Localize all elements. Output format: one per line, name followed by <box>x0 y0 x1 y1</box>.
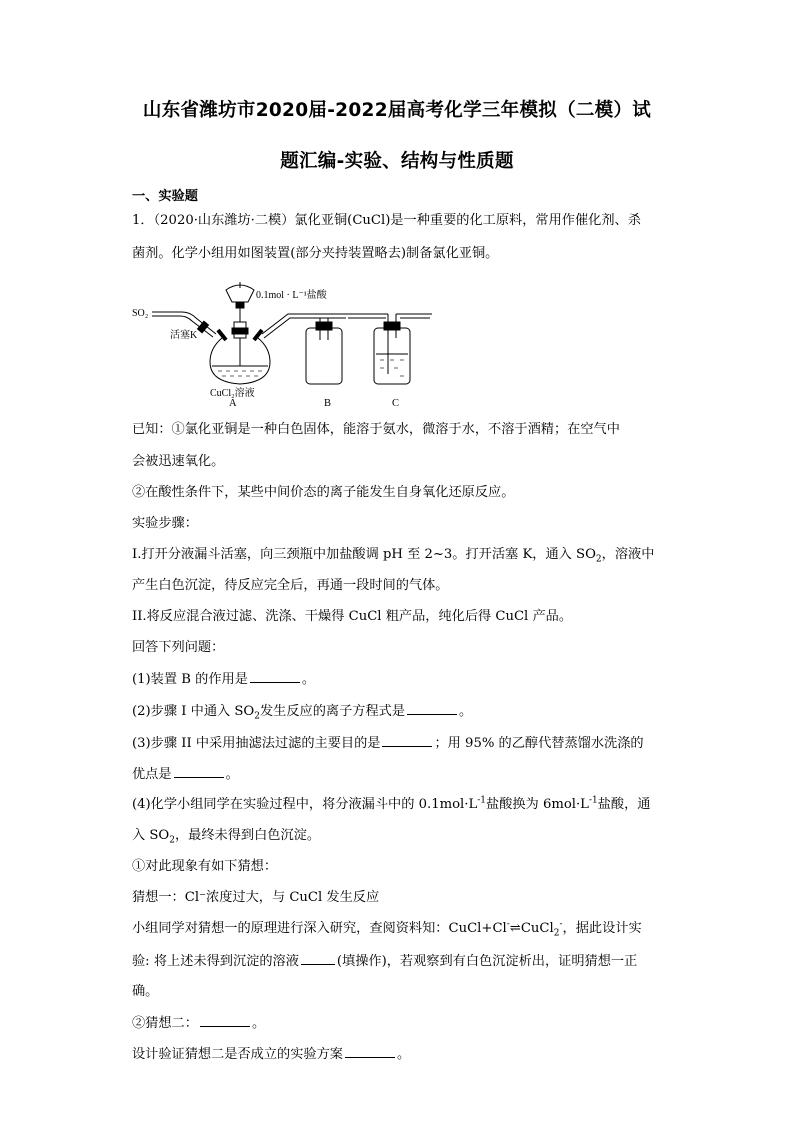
answer-blank[interactable] <box>345 1045 395 1058</box>
fig-label-c: C <box>392 398 400 409</box>
guess-1-study-a: 小组同学对猜想一的原理进行深入研究，查阅资料知：CuCl+Cl-⇌CuCl$_2$-，据此设计实 <box>132 919 642 939</box>
question-4a: (4)化学小组同学在实验过程中，将分液漏斗中的 $0.1mol\cdot L^{-1}$盐酸换为 $6mol\cdot L^{-1}$盐酸，通 <box>132 795 651 812</box>
known-1a: 已知：①氯化亚铜是一种白色固体，能溶于氨水，微溶于水，不溶于酒精；在空气中 <box>132 422 620 437</box>
section-heading: 一、实验题 <box>132 189 198 204</box>
step-1a: I.打开分液漏斗活塞，向三颈瓶中加盐酸调 pH 至 2~3。打开活塞 K，通入 $SO_2$，溶液中 <box>132 547 655 565</box>
doc-title-line1: 山东省潍坊市2020届-2022届高考化学三年模拟（二模）试 <box>142 100 652 121</box>
design-experiment: 设计验证猜想二是否成立的实验方案 。 <box>132 1047 411 1062</box>
fig-label-a: A <box>229 398 237 409</box>
label-valve-k: 活塞K <box>170 330 198 341</box>
question-3a: (3)步骤 II 中采用抽滤法过滤的主要目的是 ；用 95% 的乙醇代替蒸馏水洗涤的 <box>132 736 644 751</box>
known-1b: 会被迅速氧化。 <box>132 454 225 469</box>
guess-1: 猜想一：Cl⁻浓度过大，与 CuCl 发生反应 <box>132 890 380 905</box>
question-3b: 优点是 。 <box>132 767 239 782</box>
step-2: II.将反应混合液过滤、洗涤、干燥得 CuCl 粗产品，纯化后得 CuCl 产品。 <box>132 609 573 624</box>
label-hcl: 0.1mol · L⁻¹盐酸 <box>256 290 327 301</box>
valve-k <box>197 321 208 333</box>
fig-label-b: B <box>324 398 332 409</box>
guess-1-study-b: 验: 将上述未得到沉淀的溶液 (填操作)，若观察到有白色沉淀析出，证明猜想一正 <box>132 954 638 969</box>
answer-blank[interactable] <box>250 670 300 683</box>
guess-2: ②猜想二： 。 <box>132 1016 266 1031</box>
question-4c: ①对此现象有如下猜想： <box>132 859 278 874</box>
q1-intro-line1: 1．（2020·山东潍坊·二模）氯化亚铜(CuCl)是一种重要的化工原料，常用作催化剂、杀 <box>132 213 641 228</box>
bottle-c <box>374 328 410 384</box>
question-4b: 入 $SO_2$，最终未得到白色沉淀。 <box>132 828 321 846</box>
step-1b: 产生白色沉淀，待反应完全后，再通一段时间的气体。 <box>132 578 449 593</box>
label-so2: SO₂ <box>132 308 149 319</box>
label-cucl2-solution: CuCl₂溶液 <box>210 388 255 399</box>
answer-blank[interactable] <box>382 734 432 747</box>
question-2: (2)步骤 I 中通入 $SO_2$发生反应的离子方程式是 。 <box>132 704 473 722</box>
bottle-b <box>306 328 342 384</box>
answer-title: 回答下列问题： <box>132 640 225 655</box>
apparatus-figure <box>130 278 440 410</box>
question-1: (1)装置 B 的作用是 。 <box>132 672 316 687</box>
answer-blank[interactable] <box>200 1014 250 1027</box>
guess-1-study-c: 确。 <box>132 984 159 999</box>
answer-blank[interactable] <box>407 702 457 715</box>
doc-title-line2: 题汇编-实验、结构与性质题 <box>280 151 514 172</box>
answer-blank[interactable] <box>174 765 224 778</box>
steps-title: 实验步骤： <box>132 516 198 531</box>
outlet-tube-a-b <box>262 314 348 334</box>
known-2: ②在酸性条件下，某些中间价态的离子能发生自身氧化还原反应。 <box>132 485 515 500</box>
answer-blank[interactable] <box>301 952 335 965</box>
q1-intro-line2: 菌剂。化学小组用如图装置(部分夹持装置略去)制备氯化亚铜。 <box>132 246 499 261</box>
